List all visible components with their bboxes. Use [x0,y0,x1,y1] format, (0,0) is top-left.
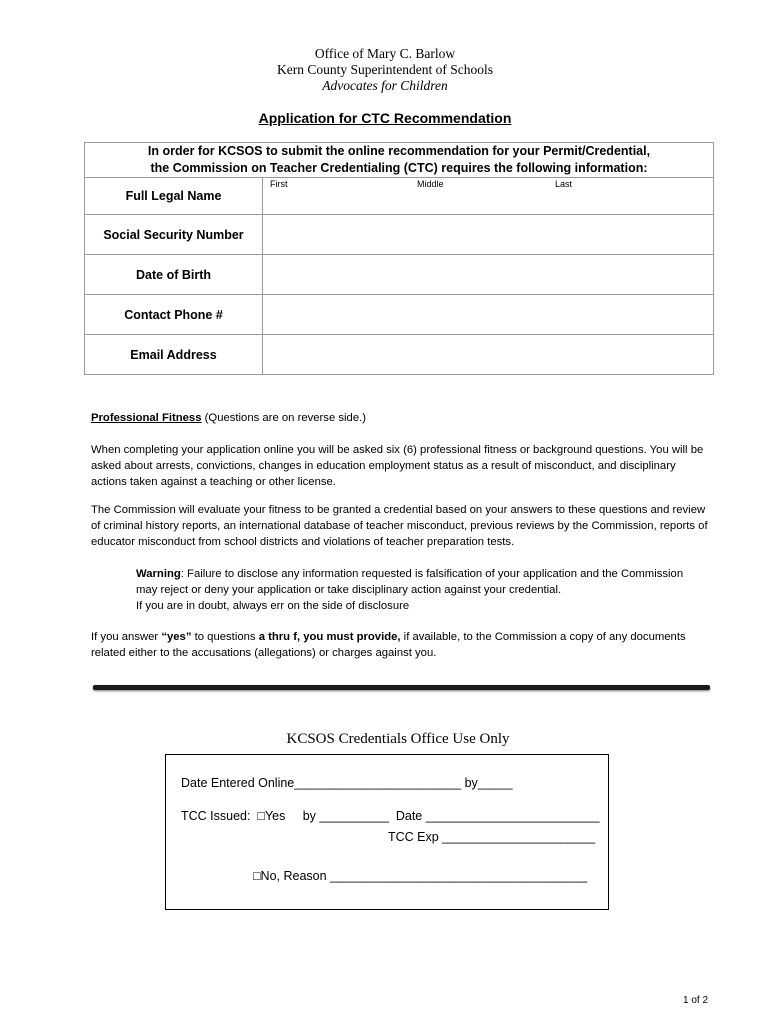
full-legal-name-field[interactable] [263,178,714,215]
tcc-issued-line[interactable]: TCC Issued: □Yes by __________ Date _________________________ [181,809,600,823]
ssn-field[interactable] [263,215,714,255]
para3-text-a: If you answer [91,631,162,643]
para3-text-b: to questions [191,631,259,643]
tcc-exp-line[interactable]: TCC Exp ______________________ [388,830,596,844]
info-intro-line2: the Commission on Teacher Credentialing (CTC) requires the following information: [150,161,648,175]
warning-label: Warning [136,568,181,580]
dob-field[interactable] [263,255,714,295]
office-header [0,46,770,94]
page-title: Application for CTC Recommendation [258,110,512,126]
office-use-box [165,754,609,910]
section-divider [93,685,710,690]
info-intro-line1: In order for KCSOS to submit the online recommendation for your Permit/Credential, [147,144,651,158]
fitness-heading: Professional Fitness [91,412,202,424]
header-office-name: Office of Mary C. Barlow [314,46,456,61]
fitness-heading-note: (Questions are on reverse side.) [201,412,367,424]
para3-bold: a thru f, you must provide, [258,631,401,643]
office-use-title: KCSOS Credentials Office Use Only [286,731,510,747]
no-reason-line[interactable]: □No, Reason _____________________________________ [253,869,588,883]
fitness-paragraph-3 [91,629,713,661]
applicant-info-table [84,142,714,375]
para3-text-c: if available, to the Commission a copy of any documents related either to the accusations (allegations) or charges against you. [91,631,686,659]
last-name-sublabel: Last [555,179,573,189]
warning-line-3: If you are in doubt, always err on the side of disclosure [136,600,410,612]
fitness-heading-line [91,410,713,426]
dob-label: Date of Birth [85,255,263,295]
phone-label: Contact Phone # [85,295,263,335]
email-field[interactable] [263,335,714,375]
info-intro [85,143,714,178]
full-legal-name-label: Full Legal Name [85,178,263,215]
warning-body: : Failure to disclose any information requested is falsification of your application and the Commission may reject or deny your application or take disciplinary action against your credential. [136,568,684,596]
warning-text [136,566,696,598]
email-label: Email Address [85,335,263,375]
first-name-sublabel: First [270,179,288,189]
date-entered-line[interactable]: Date Entered Online________________________ by_____ [181,776,513,790]
fitness-paragraph-2: The Commission will evaluate your fitness to be granted a credential based on your answers to these questions and review of criminal history reports, an international database of teacher misconduct, previous reviews by the Commission, reports of educator misconduct from school districts and violations of teacher preparation tests. [91,504,708,548]
header-motto: Advocates for Children [322,78,448,93]
middle-name-sublabel: Middle [417,179,444,189]
fitness-paragraph-1: When completing your application online you will be asked six (6) professional fitness or background questions. You will be asked about arrests, convictions, changes in education employment status as a result of misconduct, and disciplinary actions taken against a teaching or other license. [91,444,704,488]
page-number: 1 of 2 [683,995,709,1006]
warning-block [136,566,696,614]
para3-yes: “yes” [161,631,192,643]
header-county: Kern County Superintendent of Schools [277,62,493,77]
phone-field[interactable] [263,295,714,335]
ssn-label: Social Security Number [85,215,263,255]
